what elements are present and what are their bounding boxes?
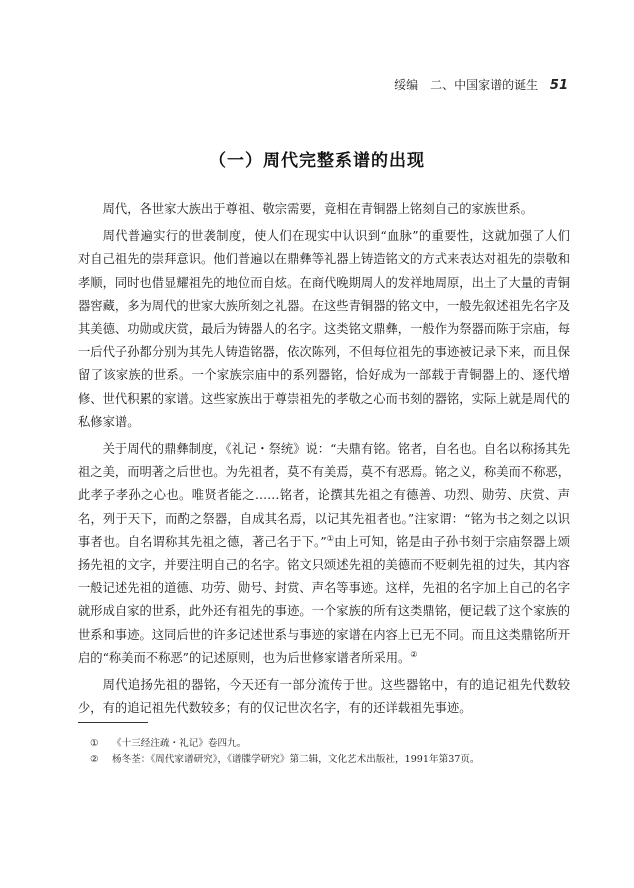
footnote-2-mark: ② (90, 754, 99, 765)
footnote-1-text: 《十三经注疏・礼记》卷四九。 (112, 738, 247, 749)
section-title: （一）周代完整系谱的出现 (209, 151, 425, 171)
running-header (394, 76, 568, 93)
paragraph-2: 周代普遍实行的世袭制度，使人们在现实中认识到“血脉”的重要性，这就加强了人们对自己祖先的崇拜意识。他们普遍以在鼎彝等礼器上铸造铭文的方式来表达对祖先的崇敬和孝顺，同时也借显耀祖先的地位而自炫。在商代晚期周人的发祥地周原，出土了大量的青铜器窖藏，多为周代的世家大族所刻之礼器。在这些青铜器的铭文中，一般先叙述祖先名字及其美德、功勋或庆赏，最后为铸器人的名字。这类铭文鼎彝，一般作为祭器而陈于宗庙，每一后代子孙都分别为其先人铸造铭器，依次陈列，不但每位祖先的事迹被记录下来，而且保留了该家族的世系。一个家族宗庙中的系列器铭，恰好成为一部载于青铜器上的、逐代增修、世代积累的家谱。这些家族出于尊崇祖先的孝敬之心而书刻的器铭，实际上就是周代的私修家谱。 (78, 229, 570, 429)
footnote-ref-1[interactable]: ① (326, 533, 335, 543)
footnote-1-mark: ① (90, 738, 99, 749)
body-text (78, 198, 570, 724)
header-section: 绥编 二、中国家谱的诞生 (394, 78, 539, 92)
paragraph-3 (78, 438, 570, 670)
footnote-2 (90, 752, 570, 768)
page-number: 51 (549, 78, 568, 93)
footnote-ref-2[interactable]: ② (410, 649, 418, 659)
footnote-1 (90, 736, 570, 752)
footnote-2-text: 杨冬荃：《周代家谱研究》，《谱牒学研究》第二辑，文化艺术出版社，1991年第37页。 (112, 754, 480, 765)
paragraph-3-continued: 由上可知，铭是由子孙书刻于宗庙祭器上颂扬先祖的文字，并要注明自己的名字。铭文只颂述先祖的美德而不贬刺先祖的过失，其内容一般记述先祖的道德、功劳、勋号、封赏、声名等事迹。这样，先祖的名字加上自己的名字就形成自家的世系，此外还有祖先的事迹。一个家族的所有这类鼎铭，便记载了这个家族的世系和事迹。这同后世的许多记述世系与事迹的家谱在内容上已无不同。而且这类鼎铭所开启的“称美而不称恶”的记述原则，也为后世修家谱者所采用。 (78, 534, 570, 665)
footnotes (90, 736, 570, 768)
footnote-divider (78, 722, 148, 723)
paragraph-1: 周代，各世家大族出于尊祖、敬宗需要，竟相在青铜器上铭刻自己的家族世系。 (102, 202, 533, 216)
paragraph-3-text: 关于周代的鼎彝制度，《礼记・祭统》说：“夫鼎有铭。铭者，自名也。自名以称扬其先祖之美，而明著之后世也。为先祖者，莫不有美焉，莫不有恶焉。铭之义，称美而不称恶，此孝子孝孙之心也。唯贤者能之……铭者，论撰其先祖之有德善、功烈、勋劳、庆赏、声名，列于天下，而酌之祭器，自成其名焉，以记其先祖者也。”注家谓：“铭为书之刻之以识事者也。自名谓称其先祖之德，著己名于下。” (78, 442, 571, 549)
paragraph-4: 周代追扬先祖的器铭，今天还有一部分流传于世。这些器铭中，有的追记祖先代数较少，有的追记祖先代数较多；有的仅记世次名字，有的还详载祖先事迹。 (78, 678, 570, 716)
